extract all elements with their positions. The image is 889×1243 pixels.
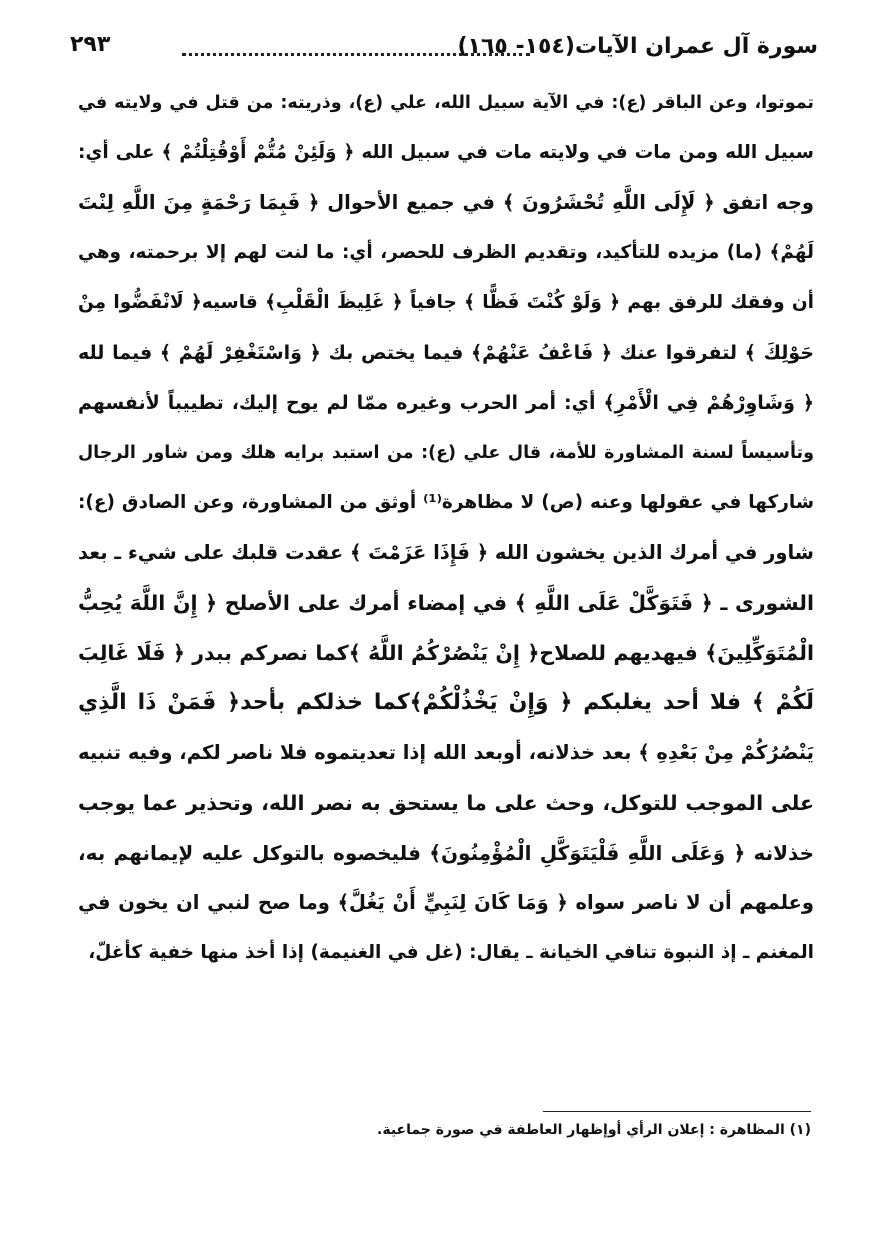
text-line: شاور في أمرك الذين يخشون الله ﴿ فَإِذَا عَزَمْتَ ﴾ عقدت قلبك على شيء ـ بعد [78,541,814,564]
footnote: (١) المظاهرة : إعلان الرأي أوإظهار العاطفة في صورة جماعية. [377,1122,811,1138]
text-line: المغنم ـ إذ النبوة تنافي الخيانة ـ يقال: (غل في الغنيمة) إذا أخذ منها خفية كأغلّ، [88,942,814,963]
page-number: ٢٩٣ [70,32,111,57]
text-line: لَكُمْ ﴾ فلا أحد يغلبكم ﴿ وَإِنْ يَخْذُلْكُمْ﴾كما خذلكم بأحد﴿ فَمَنْ ذَا الَّذِي [78,690,814,715]
text-line: حَوْلِكَ ﴾ لتفرقوا عنك ﴿ فَاعْفُ عَنْهُمْ﴾ فيما يختص بك ﴿ وَاسْتَغْفِرْ لَهُمْ ﴾ فيما لله [78,342,814,364]
header-dotted-leader [182,53,530,56]
running-title: سورة آل عمران الآيات(١٥٤- ١٦٥) [457,34,818,59]
text-line: تموتوا، وعن الباقر (ع): في الآية سبيل الله، علي (ع)، وذريته: من قتل في ولايته في [78,93,814,113]
text-line: وعلمهم أن لا ناصر سواه ﴿ وَمَا كَانَ لِنَبِيٍّ أَنْ يَغُلَّ﴾ وما صح لنبي ان يخون في [78,891,814,914]
text-line: يَنْصُرُكُمْ مِنْ بَعْدِهِ ﴾ بعد خذلانه، أوبعد الله إذا تعديتموه فلا ناصر لكم، وفيه تنبيه [78,741,814,764]
text-line: سبيل الله ومن مات في ولايته مات في سبيل الله ﴿ وَلَئِنْ مُتُّمْ أَوْقُتِلْتُمْ ﴾ على أي: [78,142,814,163]
text-line: أن وفقك للرفق بهم ﴿ وَلَوْ كُنْتَ فَظًّا ﴾ جافياً ﴿ غَلِيظَ الْقَلْبِ﴾ قاسيه﴿ لَانْفَضُّوا مِنْ [78,292,814,313]
text-line: الشورى ـ ﴿ فَتَوَكَّلْ عَلَى اللَّهِ ﴾ في إمضاء أمرك على الأصلح ﴿ إِنَّ اللَّهَ يُحِبُّ [78,591,814,615]
text-line: خذلانه ﴿ وَعَلَى اللَّهِ فَلْيَتَوَكَّلِ الْمُؤْمِنُونَ﴾ فليخصوه بالتوكل عليه لإيمانهم به، [78,841,814,865]
footnote-divider [543,1111,811,1112]
text-line: لَهُمْ﴾ (ما) مزيده للتأكيد، وتقديم الظرف للحصر، أي: ما لنت لهم إلا برحمته، وهي [78,242,814,263]
text-line: وتأسيساً لسنة المشاورة للأمة، قال علي (ع): من استبد برايه هلك ومن شاور الرجال [78,443,814,463]
text-line: الْمُتَوَكِّلِينَ﴾ فيهديهم للصلاح﴿ إِنْ يَنْصُرْكُمُ اللَّهُ ﴾كما نصركم ببدر ﴿ فَلَا غَالِبَ [78,641,814,665]
text-line: شاركها في عقولها وعنه (ص) لا مظاهرة⁽¹⁾ أوثق من المشاورة، وعن الصادق (ع): [78,492,814,513]
body-text [78,78,814,978]
page-header [70,30,830,66]
text-line: وجه اتفق ﴿ لَإِلَى اللَّهِ تُحْشَرُونَ ﴾ في جميع الأحوال ﴿ فَبِمَا رَحْمَةٍ مِنَ اللَّهِ لِنْتَ [78,191,814,214]
text-line: على الموجب للتوكل، وحث على ما يستحق به نصر الله، وتحذير عما يوجب [78,791,814,815]
text-line: ﴿ وَشَاوِرْهُمْ فِي الْأَمْرِ﴾ أي: أمر الحرب وغيره ممّا لم يوح إليك، تطييباً لأنفسهم [78,392,814,414]
